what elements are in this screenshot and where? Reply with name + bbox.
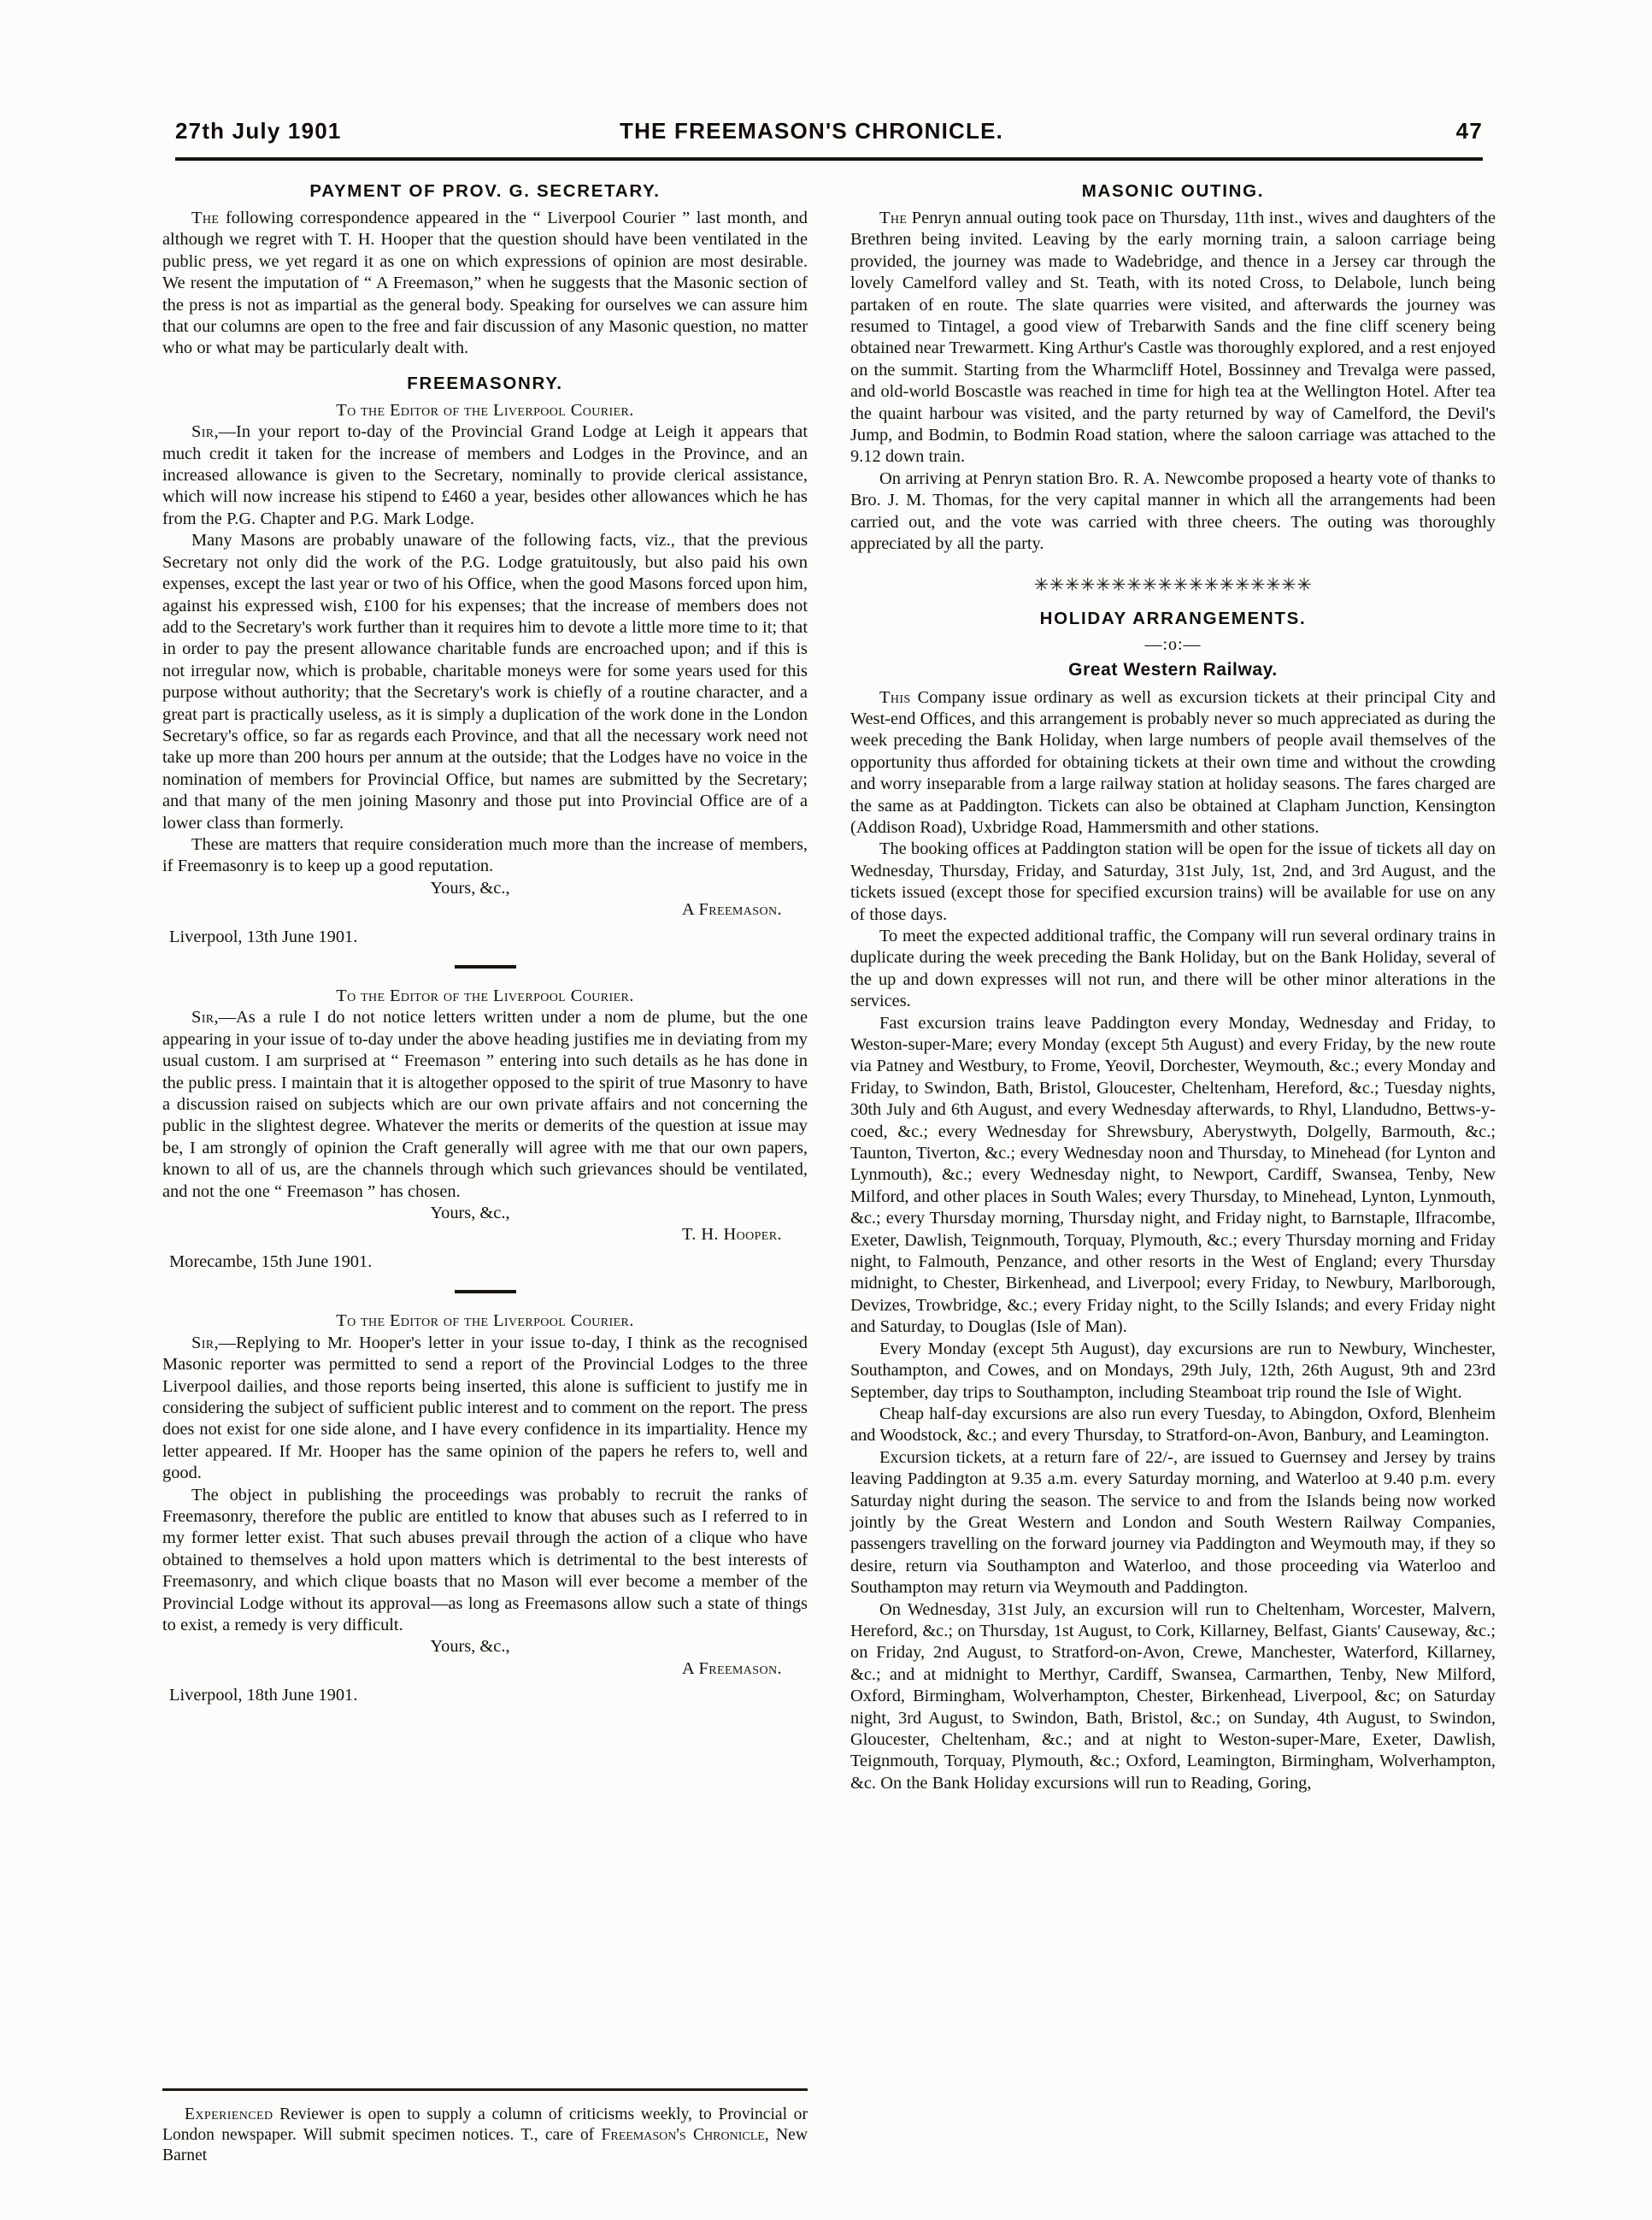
gwr-paragraph-8: On Wednesday, 31st July, an excursion will run to Cheltenham, Worcester, Malvern, Hereford, &c.; on Thursday, 1st August, to Cork, Killarney, Belfast, Giants' Causeway, &c.; on Friday, 2nd August, to Stratford-on-Avon, Crewe, Manchester, Waterford, Killarney, &c.; and at midnight to Merthyr, Cardiff, Swansea, Carmarthen, Tenby, New Milford, Oxford, Birmingham, Wolverhampton, Chester, Birkenhead, Liverpool, &c; on Saturday night, 3rd August, to Swindon, Bath, Bristol, &c.; on Sunday, 4th August, to Swindon, Gloucester, Cheltenham, &c.; and at night to Weston-super-Mare, Exeter, Dawlish, Teignmouth, Torquay, Plymouth, &c.; Oxford, Leamington, Birmingham, Wolverhampton, &c. On the Bank Holiday excursions will run to Reading, Goring, [850, 1599, 1496, 1793]
heading-holiday-arrangements: HOLIDAY ARRANGEMENTS. [1039, 608, 1307, 628]
letter-divider-rule-2 [455, 1290, 516, 1293]
masthead-rule [175, 157, 1483, 161]
letter2-addressee: To the Editor of the Liverpool Courier. [336, 986, 634, 1005]
letter3-paragraph-2: The object in publishing the proceedings was probably to recruit the ranks of Freemasonry, therefore the public are entitled to know that abuses such as I referred to in my former letter exist. That such abuses prevail through the action of a clique who have obtained to themselves a hold upon matters which is detrimental to the best interests of Freemasonry, and which clique boasts that no Mason will ever become a member of the Provincial Lodge without its approval—as long as Freemasons allow such a state of things to exist, a remedy is very difficult. [162, 1485, 808, 1634]
star-divider: ✳✳✳✳✳✳✳✳✳✳✳✳✳✳✳✳✳✳ [1033, 574, 1313, 595]
classified-advertisement [162, 2068, 808, 2166]
right-column [850, 181, 1496, 2173]
left-column [162, 181, 808, 2173]
gwr-paragraph-3: To meet the expected additional traffic, the Company will run several ordinary trains in duplicate during the week preceding the Bank Holiday, but on the Bank Holiday, several of the up and down expresses will not run, and there will be other minor alterations in the services. [850, 926, 1496, 1011]
issue-date: 27th July 1901 [175, 118, 342, 144]
letter2-closing-block [162, 1203, 808, 1246]
letter1-paragraph-2: Many Masons are probably unaware of the following facts, viz., that the previous Secretary not only did the work of the P.G. Lodge gratuitously, but also paid his own expenses, except the last year or two of his Office, when the good Masons forced upon him, against his expressed wish, £100 for his expenses; that the increase of members does not add to the Secretary's work further than it requires him to devote a little more time to it; that in order to pay the present allowance charitable funds are encroached upon; and if this is not irregular now, which is probable, charitable moneys were for some years used for this purpose without authority; that the Secretary's work is chiefly of a routine character, and a great part is practically useless, as it is simply a duplication of the work done in the London Secretary's office, so far as regards each Province, and that all the necessary work need not take up more than 200 hours per annum at the outside; that the Lodges have no voice in the nomination of members for Provincial Office, but names are submitted by the Secretary; and that many of the men joining Masonry and those put into Provincial Office are of a lower class than formerly. [162, 531, 808, 833]
advertisement-text: Experienced Reviewer is open to supply a column of criticisms weekly, to Provincial or London newspaper. Will submit specimen notices. T., care of Freemason's Chronicle, New Barnet [162, 2105, 808, 2164]
gwr-paragraph-6: Cheap half-day excursions are also run every Tuesday, to Abingdon, Oxford, Blenheim and Woodstock, &c.; and every Thursday, to Stratford-on-Avon, Banbury, and Leamington. [850, 1404, 1496, 1446]
gwr-paragraph-5: Every Monday (except 5th August), day excursions are run to Newbury, Winchester, Southampton, and Cowes, and on Mondays, 29th July, 12th, 26th August, 9th and 23rd September, day trips to Southampton, including Steamboat trip round the Isle of Wight. [850, 1339, 1496, 1402]
letter2-paragraph-1: Sir,—As a rule I do not notice letters written under a nom de plume, but the one appearing in your issue of to-day under the above heading justifies me in deviating from my usual custom. I am surprised at “ Freemason ” entering into such details as he has done in the public press. I maintain that it is altogether opposed to the spirit of true Masonry to have a discussion raised on subjects which are our own private affairs and not concerning the public in the slightest degree. Whatever the merits or demerits of the question at issue may be, I am strongly of opinion the Craft generally will agree with me that our own papers, known to all of us, are the channels through which such grievances should be ventilated, and not the one “ Freemason ” has chosen. [162, 1008, 808, 1201]
letter1-signature: A Freemason. [682, 900, 782, 920]
spacer [162, 360, 808, 374]
letter2-place-date: Morecambe, 15th June 1901. [169, 1251, 373, 1271]
article-columns [162, 181, 1496, 2173]
subheading-great-western-railway: Great Western Railway. [1068, 659, 1278, 680]
letter3-closing: Yours, &c., [430, 1637, 510, 1657]
letter-divider-rule [455, 965, 516, 969]
letter1-closing: Yours, &c., [430, 878, 510, 898]
article-payment-paragraph: The following correspondence appeared in the “ Liverpool Courier ” last month, and although we regret with T. H. Hooper that the question should have been ventilated in the public press, we yet regard it as one on which expressions of opinion are most desirable. We resent the imputation of “ A Freemason,” when he suggests that the Masonic section of the press is not as impartial as the general body. Speaking for ourselves we can assure him that our columns are open to the free and fair discussion of any Masonic question, no matter who or what may be particularly dealt with. [162, 209, 808, 358]
letter1-addressee: To the Editor of the Liverpool Courier. [336, 400, 634, 420]
letter1-paragraph-1: Sir,—In your report to-day of the Provincial Grand Lodge at Leigh it appears that much credit it taken for the increase of members and Lodges in the Province, and an increased allowance is given to the Secretary, nominally to provide clerical assistance, which will now increase his stipend to £460 a year, besides other allowances which he has from the P.G. Chapter and P.G. Mark Lodge. [162, 422, 808, 528]
letter3-addressee: To the Editor of the Liverpool Courier. [336, 1311, 634, 1331]
page-masthead [175, 118, 1483, 154]
gwr-paragraph-7: Excursion tickets, at a return fare of 22/-, are issued to Guernsey and Jersey by trains leaving Paddington at 9.35 a.m. every Saturday morning, and Waterloo at 9.40 p.m. every Saturday night during the season. The service to and from the Islands being now worked jointly by the Great Western and London and South Western Railway Companies, passengers travelling on the forward journey via Paddington and Weymouth may, if they so desire, return via Southampton and Waterloo, and those proceeding via Waterloo and Southampton may return via Weymouth and Paddington. [850, 1447, 1496, 1598]
gwr-paragraph-2: The booking offices at Paddington station will be open for the issue of tickets all day on Wednesday, Thursday, Friday, and Saturday, 31st July, 1st, 2nd, and 3rd August, and the tickets issued (except those for specified excursion trains) will be available for use on any of those days. [850, 839, 1496, 924]
masonic-outing-paragraph-2: On arriving at Penryn station Bro. R. A. Newcombe proposed a hearty vote of thanks to Bro. J. M. Thomas, for the very capital manner in which all the arrangements had been carried out, and the vote was carried with three cheers. The outing was thoroughly appreciated by all the party. [850, 468, 1496, 554]
page-number: 47 [1455, 118, 1483, 144]
letter1-paragraph-3: These are matters that require consideration much more than the increase of members, if Freemasonry is to keep up a good reputation. [162, 834, 808, 876]
letter3-place-date: Liverpool, 18th June 1901. [169, 1686, 358, 1705]
gwr-paragraph-1: This Company issue ordinary as well as excursion tickets at their principal City and West-end Offices, and this arrangement is probably never so much appreciated as during the week preceding the Bank Holiday, when large numbers of people avail themselves of the opportunity thus afforded for obtaining tickets at their own time and without the crowding and worry inseparable from a large railway station at holiday seasons. The fares charged are the same as at Paddington. Tickets can also be obtained at Clapham Junction, Kensington (Addison Road), Uxbridge Road, Hammersmith and other stations. [850, 687, 1496, 837]
letter1-closing-block [162, 878, 808, 922]
letter2-closing: Yours, &c., [430, 1204, 510, 1223]
publication-title: THE FREEMASON'S CHRONICLE. [620, 118, 1004, 144]
ornament-divider: —:o:— [1144, 634, 1202, 654]
advertisement-rule [162, 2088, 808, 2091]
heading-freemasonry: FREEMASONRY. [407, 373, 563, 393]
letter3-signature: A Freemason. [682, 1658, 782, 1678]
masonic-outing-paragraph-1: The Penryn annual outing took pace on Thursday, 11th inst., wives and daughters of the Brethren being invited. Leaving by the early morning train, a saloon carriage being provided, the journey was made to Wadebridge, and thence in a Jersey car through the lovely Camelford valley and St. Teath, with its noted Cross, to Delabole, lunch being partaken of en route. The slate quarries were visited, and afterwards the journey was resumed to Tintagel, a good view of Trebarwith Sands and the fine cliff scenery being obtained near Trewarmett. King Arthur's Castle was thoroughly explored, and a rest enjoyed on the summit. Starting from the Wharmcliff Hotel, Bossinney and Trevalga were passed, and old-world Boscastle was reached in time for high tea at the Wellington Hotel. After tea the quaint harbour was visited, and the party returned by way of Camelford, the Devil's Jump, and Bodmin, to Bodmin Road station, where the saloon carriage was attached to the 9.12 down train. [850, 209, 1496, 467]
gwr-paragraph-4: Fast excursion trains leave Paddington every Monday, Wednesday and Friday, to Weston-super-Mare; every Monday (except 5th August) and every Friday, by the new route via Patney and Westbury, to Frome, Yeovil, Dorchester, Weymouth, &c.; every Monday and Friday, to Swindon, Bath, Bristol, Gloucester, Cheltenham, Hereford, &c.; Tuesday nights, 30th July and 6th August, and every Wednesday afterwards, to Rhyl, Llandudno, Bettws-y-coed, &c.; every Wednesday for Shrewsbury, Aberystwyth, Dolgelly, Barmouth, &c.; Taunton, Tiverton, &c.; every Wednesday noon and Thursday, to Minehead (for Lynton and Lynmouth), &c.; every Wednesday night, to Newport, Cardiff, Swansea, Tenby, New Milford, and other places in South Wales; every Thursday, to Minehead, Lynton, Lynmouth, &c.; every Thursday morning, Thursday night, and Friday night, to Barnstaple, Ilfracombe, Exeter, Dawlish, Teignmouth, Torquay, Plymouth, &c.; every Thursday morning and Friday night, to Falmouth, Penzance, and other resorts in the West of England; every Thursday midnight, to Chester, Birkenhead, and Liverpool; every Friday, to Newbury, Marlborough, Devizes, Trowbridge, &c.; every Friday night, to the Scilly Islands; and every Friday night and Saturday, to Douglas (Isle of Man). [850, 1013, 1496, 1337]
letter3-paragraph-1: Sir,—Replying to Mr. Hooper's letter in your issue to-day, I think as the recognised Masonic reporter was permitted to send a report of the Provincial Lodges to the three Liverpool dailies, and those reports being inserted, this alone is sufficient to justify me in considering the subject of sufficient public interest and to comment on the report. The press does not exist for one side alone, and I have every confidence in its impartiality. Hence my letter appeared. If Mr. Hooper has the same opinion of the papers he refers to, well and good. [162, 1333, 808, 1483]
heading-payment-of-prov-g-secretary: PAYMENT OF PROV. G. SECRETARY. [309, 181, 661, 201]
letter1-place-date: Liverpool, 13th June 1901. [169, 927, 358, 946]
heading-masonic-outing: MASONIC OUTING. [1081, 181, 1265, 201]
letter3-closing-block [162, 1636, 808, 1680]
letter2-signature: T. H. Hooper. [682, 1225, 782, 1245]
